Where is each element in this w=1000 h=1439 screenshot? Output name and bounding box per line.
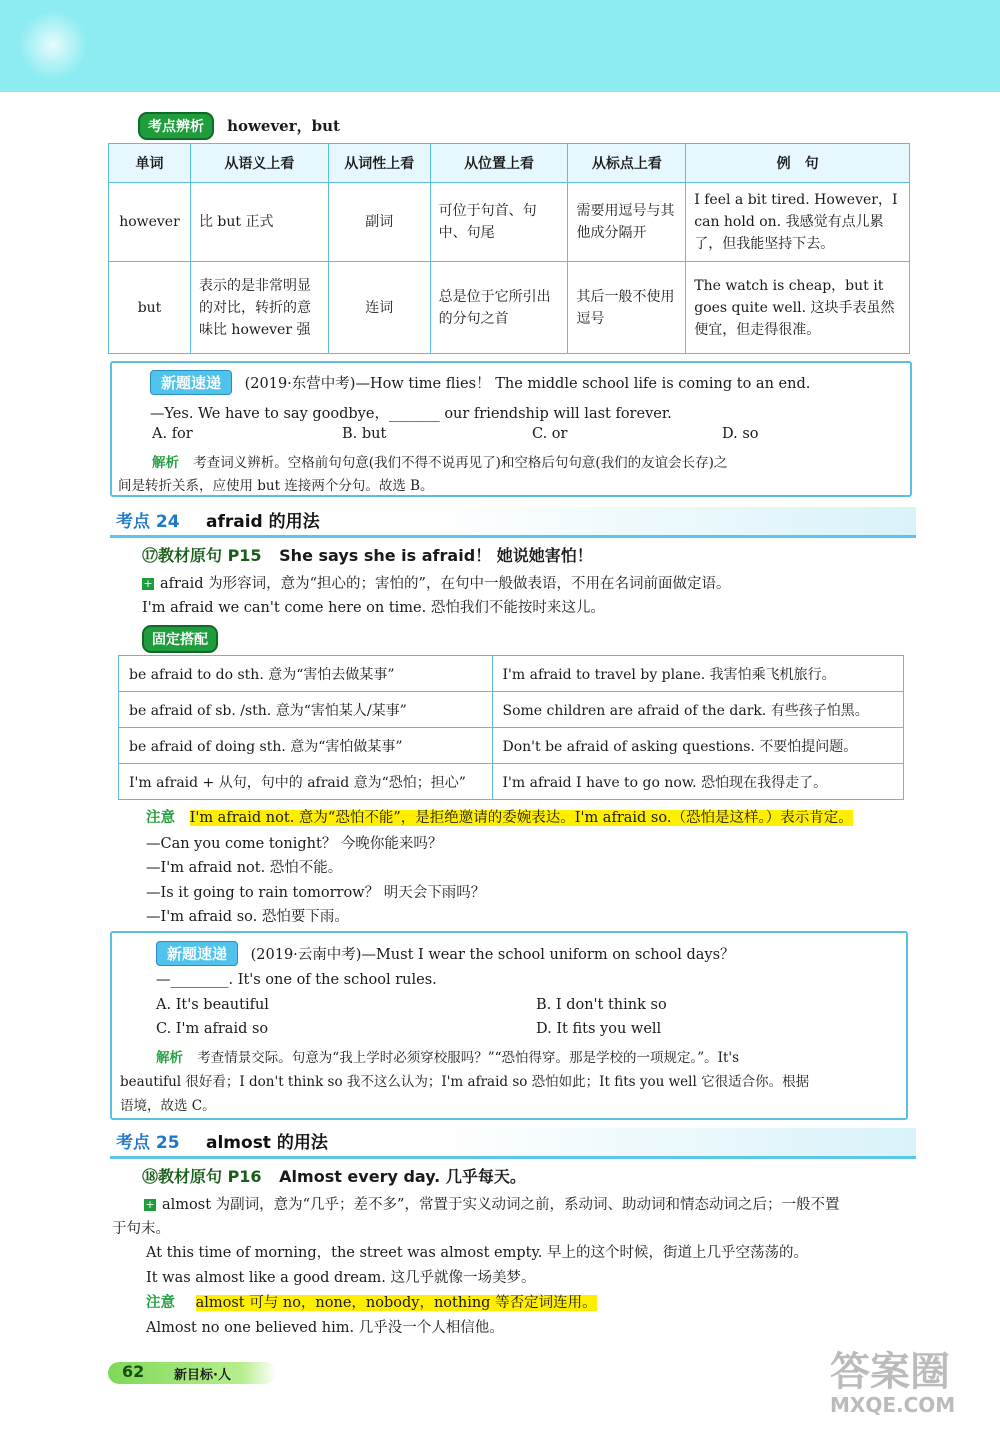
- almost-example-1: At this time of morning，the street was almost empty. 早上的这个时候，街道上几乎空荡荡的。: [146, 1245, 808, 1261]
- banner-decoration: [18, 10, 88, 80]
- top-banner: [0, 0, 1000, 92]
- almost-note-cont: 于句末。: [112, 1221, 170, 1237]
- kaodian-bianxi-tag: 考点辨析: [138, 112, 214, 140]
- q1-analysis-line2: 间是转折关系，应使用 but 连接两个分句。故选 B。: [118, 478, 434, 494]
- section-number: 考点 24: [116, 512, 180, 532]
- cell: 可位于句首、句中、句尾: [430, 183, 568, 262]
- header-position: 从位置上看: [430, 144, 568, 183]
- xinti-sudi-tag: 新题速递: [156, 941, 238, 966]
- afraid-note: [142, 572, 730, 593]
- page-footer: [108, 1362, 276, 1384]
- textbook-label: ⑱教材原句 P16: [142, 1167, 262, 1186]
- cell: however: [109, 183, 191, 262]
- q2-analysis-line2: beautiful 很好看；I don't think so 我不这么认为；I'm afraid so 恐怕如此；It fits you well 它很适合你。根据: [120, 1074, 810, 1090]
- afraid-example: I'm afraid we can't come here on time. 恐怕我们不能按时来这儿。: [142, 600, 605, 616]
- section-title: afraid 的用法: [206, 512, 320, 532]
- fixed-collocation-tag-wrap: [142, 625, 218, 653]
- dialog-line: —I'm afraid so. 恐怕要下雨。: [146, 909, 349, 925]
- afraid-attention: [146, 806, 853, 827]
- section-24-header: [110, 507, 916, 538]
- cell: 比 but 正式: [190, 183, 328, 262]
- textbook-label: ⑰教材原句 P15: [142, 546, 262, 565]
- attention-label: 注意: [146, 810, 175, 826]
- textbook-text: She says she is afraid！ 她说她害怕！: [279, 546, 593, 565]
- watermark-line2: MXQE.COM: [830, 1393, 956, 1417]
- analysis-label: 解析: [156, 1050, 183, 1066]
- dialog-line: —Is it going to rain tomorrow？ 明天会下雨吗？: [146, 885, 486, 901]
- almost-attention: [146, 1291, 597, 1312]
- q1-option-c: C. or: [532, 426, 568, 442]
- cell: 其后一般不使用逗号: [568, 262, 686, 354]
- q2-analysis-line1: [156, 1046, 739, 1066]
- q1-stem-line: [150, 370, 810, 395]
- q1-analysis-line1: [152, 451, 727, 471]
- almost-example-2: It was almost like a good dream. 这几乎就像一场美梦。: [146, 1270, 536, 1286]
- plus-icon: +: [143, 577, 153, 590]
- cell: I feel a bit tired. However，I can hold on. 我感觉有点儿累了，但我能坚持下去。: [686, 183, 910, 262]
- cell: The watch is cheap，but it goes quite well. 这块手表虽然便宜，但走得很准。: [686, 262, 910, 354]
- header-word: 单词: [109, 144, 191, 183]
- header-meaning: 从语义上看: [190, 144, 328, 183]
- cell: Don't be afraid of asking questions. 不要怕提问题。: [492, 728, 904, 764]
- dialog-line: —I'm afraid not. 恐怕不能。: [146, 860, 343, 876]
- guding-dapei-tag: 固定搭配: [142, 625, 218, 653]
- cell: but: [109, 262, 191, 354]
- note-text: almost 为副词，意为“几乎；差不多”，常置于实义动词之前，系动词、助动词和情态动词之后；一般不置: [162, 1197, 840, 1213]
- q1-option-d: D. so: [722, 426, 759, 442]
- cell: be afraid of doing sth. 意为“害怕做某事”: [119, 728, 493, 764]
- header-pos: 从词性上看: [328, 144, 430, 183]
- page-number: 62: [122, 1362, 145, 1381]
- q2-stem: (2019·云南中考)—Must I wear the school uniform on school days？: [250, 947, 735, 963]
- q1-stem: (2019·东营中考)—How time flies！ The middle school life is coming to an end.: [244, 376, 811, 392]
- textbook-sentence-17: [142, 543, 593, 566]
- series-name: 新目标·人: [174, 1368, 231, 1383]
- q1-option-b: B. but: [342, 426, 387, 442]
- q2-analysis-line3: 语境，故选 C。: [120, 1098, 216, 1114]
- cell: I'm afraid I have to go now. 恐怕现在我得走了。: [492, 764, 904, 800]
- table-row: [119, 692, 904, 728]
- cell: I'm afraid + 从句，句中的 afraid 意为“恐怕；担心”: [119, 764, 493, 800]
- section-header: [138, 112, 340, 140]
- textbook-sentence-18: [142, 1164, 526, 1187]
- header-title: however，but: [227, 117, 340, 135]
- q2-option-a: A. It's beautiful: [156, 997, 269, 1013]
- table-row: [119, 728, 904, 764]
- cell: 总是位于它所引出的分句之首: [430, 262, 568, 354]
- cell: be afraid of sb. /sth. 意为“害怕某人/某事”: [119, 692, 493, 728]
- almost-example-3: Almost no one believed him. 几乎没一个人相信他。: [146, 1320, 504, 1336]
- section-title: almost 的用法: [206, 1133, 328, 1153]
- table-row: [119, 656, 904, 692]
- q2-line2: —________. It's one of the school rules.: [156, 972, 437, 988]
- textbook-text: Almost every day. 几乎每天。: [279, 1167, 526, 1186]
- q2-option-d: D. It fits you well: [536, 1021, 662, 1037]
- compare-table: [108, 143, 910, 354]
- attention-text: I'm afraid not. 意为“恐怕不能”，是拒绝邀请的委婉表达。I'm afraid so.（恐怕是这样。）表示肯定。: [189, 810, 853, 826]
- dialog-line: —Can you come tonight？ 今晚你能来吗？: [146, 836, 443, 852]
- header-punctuation: 从标点上看: [568, 144, 686, 183]
- collocation-table: [118, 655, 904, 800]
- attention-label: 注意: [146, 1295, 175, 1311]
- cell: Some children are afraid of the dark. 有些孩子怕黑。: [492, 692, 904, 728]
- analysis-text: 考查词义辨析。空格前句句意(我们不得不说再见了)和空格后句句意(我们的友谊会长存)之: [193, 455, 728, 471]
- cell: 副词: [328, 183, 430, 262]
- header-example: 例 句: [686, 144, 910, 183]
- attention-text: almost 可与 no，none，nobody，nothing 等否定词连用。: [195, 1295, 597, 1311]
- note-text: afraid 为形容词，意为“担心的；害怕的”，在句中一般做表语，不用在名词前面做定语。: [160, 576, 731, 592]
- table-row: [109, 183, 910, 262]
- table-row: [109, 262, 910, 354]
- q2-stem-line: [156, 941, 735, 966]
- q2-option-b: B. I don't think so: [536, 997, 667, 1013]
- q1-line2: —Yes. We have to say goodbye，_______ our friendship will last forever.: [150, 406, 672, 422]
- cell: 连词: [328, 262, 430, 354]
- cell: 表示的是非常明显的对比，转折的意味比 however 强: [190, 262, 328, 354]
- table-row: [119, 764, 904, 800]
- analysis-text: 考查情景交际。句意为“我上学时必须穿校服吗？”“恐怕得穿。那是学校的一项规定。”。It's: [197, 1050, 740, 1066]
- watermark: [830, 1350, 955, 1416]
- almost-note: [144, 1193, 839, 1214]
- q2-option-c: C. I'm afraid so: [156, 1021, 269, 1037]
- section-number: 考点 25: [116, 1133, 180, 1153]
- cell: 需要用逗号与其他成分隔开: [568, 183, 686, 262]
- xinti-sudi-tag: 新题速递: [150, 370, 232, 395]
- plus-icon: +: [145, 1198, 155, 1211]
- cell: I'm afraid to travel by plane. 我害怕乘飞机旅行。: [492, 656, 904, 692]
- cell: be afraid to do sth. 意为“害怕去做某事”: [119, 656, 493, 692]
- section-25-header: [110, 1128, 916, 1159]
- q1-option-a: A. for: [152, 426, 193, 442]
- analysis-label: 解析: [152, 455, 179, 471]
- watermark-line1: 答案圈: [830, 1349, 950, 1395]
